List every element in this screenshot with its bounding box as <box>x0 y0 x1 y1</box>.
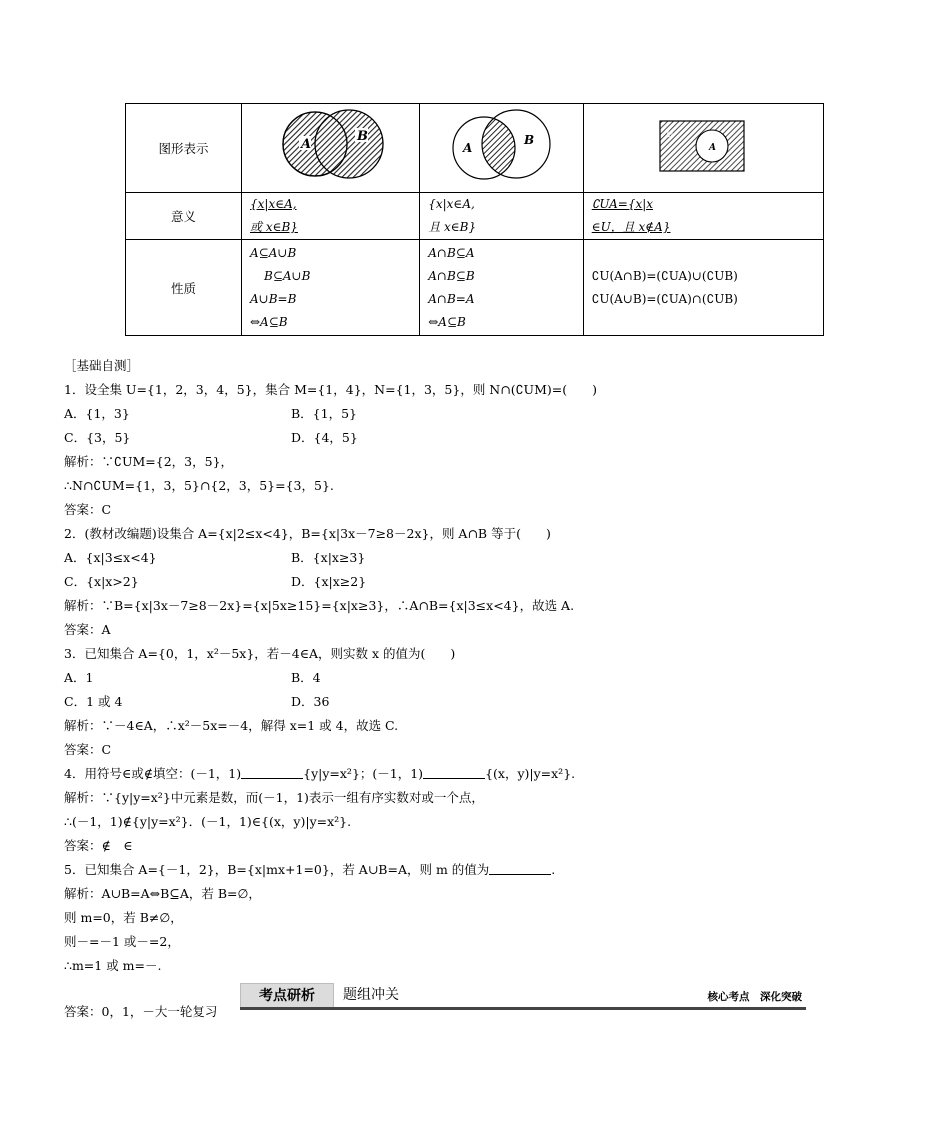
option-d: D．36 <box>291 694 330 709</box>
question-text: {(x，y)|y=x²}. <box>485 766 576 781</box>
cell-text: {x|x∈A, <box>428 197 475 211</box>
question-2: 2．(教材改编题)设集合 A={x|2≤x<4}，B={x|3x－7≥8－2x}，则 A∩B 等于( ) <box>64 526 551 541</box>
meaning-union-cell <box>242 193 420 240</box>
question-3: 3．已知集合 A={0，1，x²－5x}，若－4∈A，则实数 x 的值为( ) <box>64 646 456 661</box>
venn-label-b: B <box>524 132 535 147</box>
option-b: B．{1，5} <box>291 406 357 421</box>
solution-line: 解析：∵∁UM={2，3，5}， <box>64 454 234 469</box>
cell-text: ⇔A⊆B <box>250 314 288 329</box>
answer: 答案：∉ ∈ <box>64 838 133 853</box>
solution-line: ∴m=1 或 m=－. <box>64 958 162 973</box>
banner-title: 考点研析 <box>240 983 334 1009</box>
fill-blank <box>241 766 303 779</box>
solution-line: ∴(－1，1)∉{y|y=x²}．(－1，1)∈{(x，y)|y=x²}. <box>64 814 352 829</box>
option-c: C．{3，5} <box>64 430 131 445</box>
question-text: 4．用符号∈或∉填空：(－1，1) <box>64 766 242 781</box>
question-5 <box>64 858 555 882</box>
row-label: 性质 <box>126 240 242 336</box>
solution-line: 解析：∵B={x|3x－7≥8－2x}={x|5x≥15}={x|x≥3}，∴A∩B={x|3≤x<4}，故选 A. <box>64 598 575 613</box>
venn-union-diagram <box>271 106 391 188</box>
venn-complement-cell <box>583 104 823 193</box>
meaning-complement-cell <box>583 193 823 240</box>
venn-label-a: A <box>463 140 473 155</box>
property-complement-cell <box>583 240 823 336</box>
option-a: A．1 <box>64 670 94 685</box>
cell-text: ⇔A⊆B <box>428 314 466 329</box>
banner-subtitle: 题组冲关 <box>343 987 399 1003</box>
cell-text: B⊆A∪B <box>264 268 311 283</box>
solution-line: 解析：∵{y|y=x²}中元素是数，而(－1，1)表示一组有序实数对或一个点， <box>64 790 484 805</box>
cell-text: A∩B⊆B <box>428 268 475 283</box>
venn-label-b: B <box>356 128 368 144</box>
option-c: C．1 或 4 <box>64 694 123 709</box>
banner-right-text: 核心考点 深化突破 <box>707 991 802 1003</box>
table-row <box>126 193 824 240</box>
venn-intersection-diagram <box>446 106 556 188</box>
cell-text: ∁UA={x|x <box>591 197 654 211</box>
solution-line: 解析：∵－4∈A，∴x²－5x=－4，解得 x=1 或 4，故选 C. <box>64 718 399 733</box>
answer: 答案：C <box>64 742 112 757</box>
option-a: A．{1，3} <box>64 406 130 421</box>
cell-text: 或 x∈B} <box>250 220 298 234</box>
venn-complement-diagram <box>658 119 748 175</box>
property-union-cell <box>242 240 420 336</box>
cell-text: A∪B=B <box>250 291 297 306</box>
cell-text: ∁U(A∩B)=(∁UA)∪(∁UB) <box>591 268 738 283</box>
cell-text: 且 x∈B} <box>428 220 477 234</box>
option-c: C．{x|x>2} <box>64 574 139 589</box>
set-operations-table <box>125 103 824 336</box>
cell-text: ∈U，且 x∉A} <box>591 220 671 234</box>
venn-union-cell <box>242 104 420 193</box>
answer: 答案：A <box>64 622 111 637</box>
question-1: 1．设全集 U={1，2，3，4，5}，集合 M={1，4}，N={1，3，5}，则 N∩(∁UM)=( ) <box>64 382 597 397</box>
fill-blank <box>489 862 551 875</box>
cell-text: A∩B⊆A <box>428 245 475 260</box>
cell-text: A⊆A∪B <box>250 245 297 260</box>
option-d: D．{x|x≥2} <box>291 574 367 589</box>
answer: 答案：0，1，－大一轮复习 <box>64 1004 218 1019</box>
property-intersection-cell <box>420 240 584 336</box>
cell-text: {x|x∈A, <box>250 197 297 211</box>
question-text: 5．已知集合 A={－1，2}，B={x|mx+1=0}，若 A∪B=A，则 m 的值为 <box>64 862 490 877</box>
row-label: 意义 <box>126 193 242 240</box>
solution-line: 解析：A∪B=A⇔B⊆A，若 B=∅， <box>64 886 261 901</box>
question-text: . <box>551 862 556 877</box>
answer: 答案：C <box>64 502 112 517</box>
fill-blank <box>423 766 485 779</box>
table-row <box>126 240 824 336</box>
option-b: B．4 <box>291 670 321 685</box>
solution-line: 则 m=0，若 B≠∅， <box>64 910 183 925</box>
venn-label-a: A <box>300 136 311 152</box>
table-row <box>126 104 824 193</box>
meaning-intersection-cell <box>420 193 584 240</box>
cell-text: A∩B=A <box>428 291 475 306</box>
row-label: 图形表示 <box>126 104 242 193</box>
question-text: {y|y=x²}；(－1，1) <box>303 766 424 781</box>
section-heading: ［基础自测］ <box>64 358 140 373</box>
banner-rule <box>240 1007 806 1010</box>
solution-line: 则－=－1 或－=2， <box>64 934 180 949</box>
option-d: D．{4，5} <box>291 430 358 445</box>
section-banner <box>240 983 806 1009</box>
solution-line: ∴N∩∁UM={1，3，5}∩{2，3，5}={3，5}. <box>64 478 334 493</box>
option-b: B．{x|x≥3} <box>291 550 366 565</box>
venn-intersection-cell <box>420 104 584 193</box>
cell-text: ∁U(A∪B)=(∁UA)∩(∁UB) <box>591 291 738 306</box>
option-a: A．{x|3≤x<4} <box>64 550 157 565</box>
question-4 <box>64 762 575 786</box>
venn-label-a: A <box>709 142 717 153</box>
venn-label-u: U <box>666 129 674 140</box>
